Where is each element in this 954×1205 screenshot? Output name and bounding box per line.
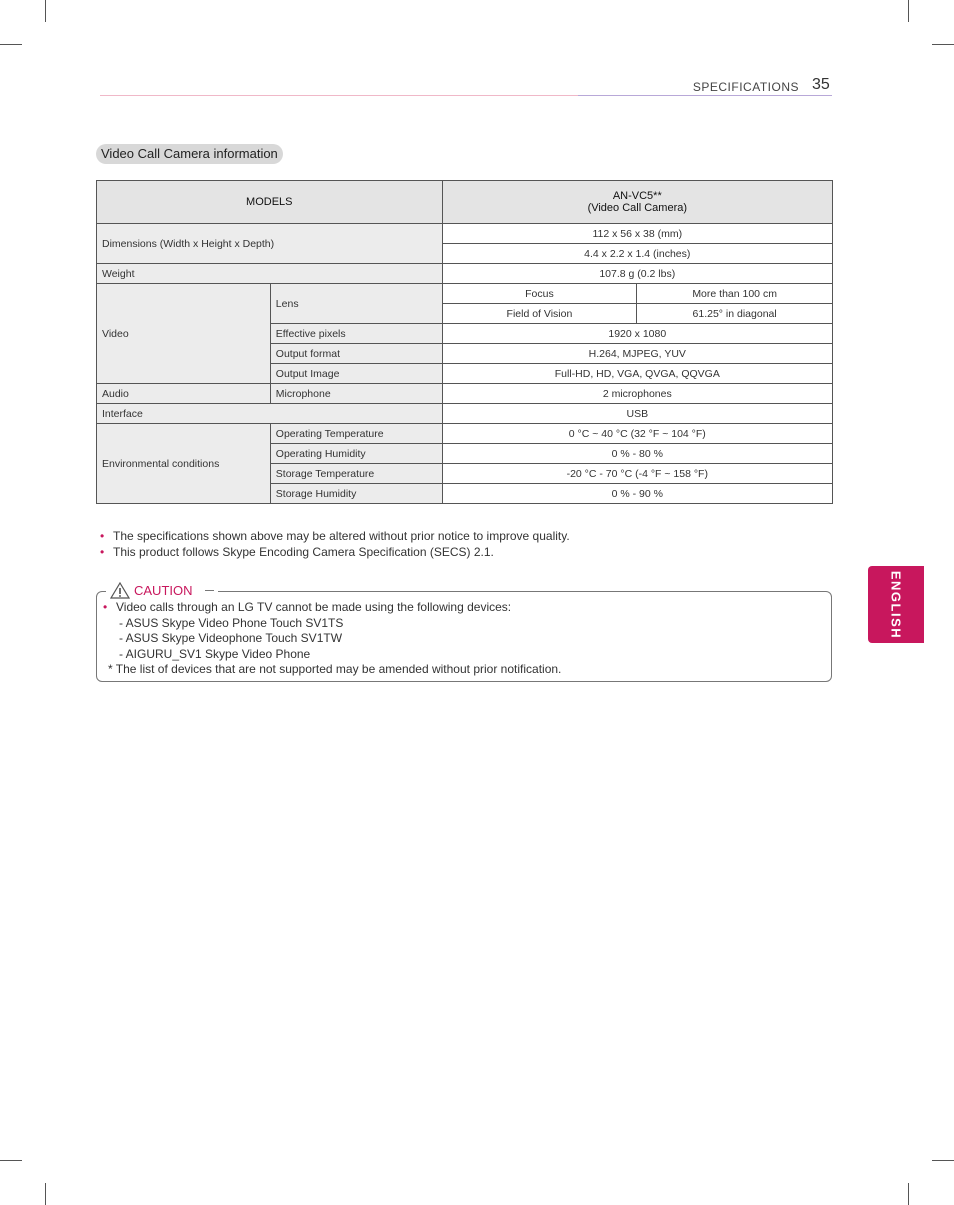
table-row (97, 284, 833, 304)
caution-rule (205, 590, 214, 591)
list-item (100, 545, 570, 561)
weight-value: 107.8 g (0.2 lbs) (442, 264, 832, 284)
st-temp-value: -20 °C - 70 °C (-4 °F ~ 158 °F) (442, 464, 832, 484)
section-title: Video Call Camera information (96, 144, 283, 164)
warning-triangle-icon (110, 582, 130, 599)
focus-label: Focus (442, 284, 637, 304)
models-header: MODELS (97, 181, 443, 224)
crop-mark (45, 0, 46, 22)
audio-label: Audio (97, 384, 271, 404)
bullet-dot: • (103, 600, 108, 614)
format-label: Output format (270, 344, 442, 364)
weight-label: Weight (97, 264, 443, 284)
note-text: This product follows Skype Encoding Camera Specification (SECS) 2.1. (113, 544, 494, 559)
spec-table (96, 180, 833, 504)
table-row (97, 404, 833, 424)
caution-body (103, 600, 561, 678)
table-row (97, 384, 833, 404)
interface-value: USB (442, 404, 832, 424)
model-sub: (Video Call Camera) (587, 202, 688, 214)
image-label: Output Image (270, 364, 442, 384)
caution-title: CAUTION (134, 583, 193, 598)
device-item: - ASUS Skype Videophone Touch SV1TW (119, 631, 343, 645)
bullet-dot: • (100, 529, 105, 543)
st-hum-label: Storage Humidity (270, 484, 442, 504)
crop-mark (908, 1183, 909, 1205)
device-item: - ASUS Skype Video Phone Touch SV1TS (119, 615, 344, 630)
fov-label: Field of Vision (442, 304, 637, 324)
notes-list (100, 529, 570, 560)
pixels-label: Effective pixels (270, 324, 442, 344)
table-row (97, 224, 833, 244)
mic-label: Microphone (270, 384, 442, 404)
st-hum-value: 0 % - 90 % (442, 484, 832, 504)
crop-mark (932, 44, 954, 45)
header-rule-accent (578, 95, 832, 96)
env-label: Environmental conditions (97, 424, 271, 504)
mic-value: 2 microphones (442, 384, 832, 404)
table-row (97, 264, 833, 284)
pixels-value: 1920 x 1080 (442, 324, 832, 344)
language-tab-label: ENGLISH (888, 570, 904, 639)
page-number: 35 (812, 76, 830, 93)
dimensions-label: Dimensions (Width x Height x Depth) (97, 224, 443, 264)
crop-mark (0, 1160, 22, 1161)
op-hum-label: Operating Humidity (270, 444, 442, 464)
op-hum-value: 0 % - 80 % (442, 444, 832, 464)
table-row (97, 424, 833, 444)
caution-bullet: Video calls through an LG TV cannot be made using the following devices: (116, 600, 512, 614)
interface-label: Interface (97, 404, 443, 424)
crop-mark (908, 0, 909, 22)
language-tab[interactable] (868, 566, 924, 643)
caution-note: * The list of devices that are not supported may be amended without prior notification. (108, 662, 562, 676)
op-temp-value: 0 °C ~ 40 °C (32 °F ~ 104 °F) (442, 424, 832, 444)
device-item: - AIGURU_SV1 Skype Video Phone (119, 646, 311, 661)
crop-mark (0, 44, 22, 45)
image-value: Full-HD, HD, VGA, QVGA, QQVGA (442, 364, 832, 384)
fov-value: 61.25° in diagonal (637, 304, 833, 324)
format-value: H.264, MJPEG, YUV (442, 344, 832, 364)
st-temp-label: Storage Temperature (270, 464, 442, 484)
lens-label: Lens (270, 284, 442, 324)
op-temp-label: Operating Temperature (270, 424, 442, 444)
video-label: Video (97, 284, 271, 384)
section-header: SPECIFICATIONS (692, 80, 799, 94)
model-header (442, 181, 832, 224)
bullet-dot: • (100, 544, 105, 559)
crop-mark (932, 1160, 954, 1161)
dimensions-in: 4.4 x 2.2 x 1.4 (inches) (442, 244, 832, 264)
focus-value: More than 100 cm (637, 284, 833, 304)
list-item (100, 529, 570, 545)
dimensions-mm: 112 x 56 x 38 (mm) (442, 224, 832, 244)
crop-mark (45, 1183, 46, 1205)
caution-heading (106, 582, 218, 599)
note-text: The specifications shown above may be altered without prior notice to improve quality. (113, 529, 570, 543)
model-name: AN-VC5** (612, 190, 662, 202)
list-item (103, 600, 561, 616)
table-row (97, 181, 833, 224)
